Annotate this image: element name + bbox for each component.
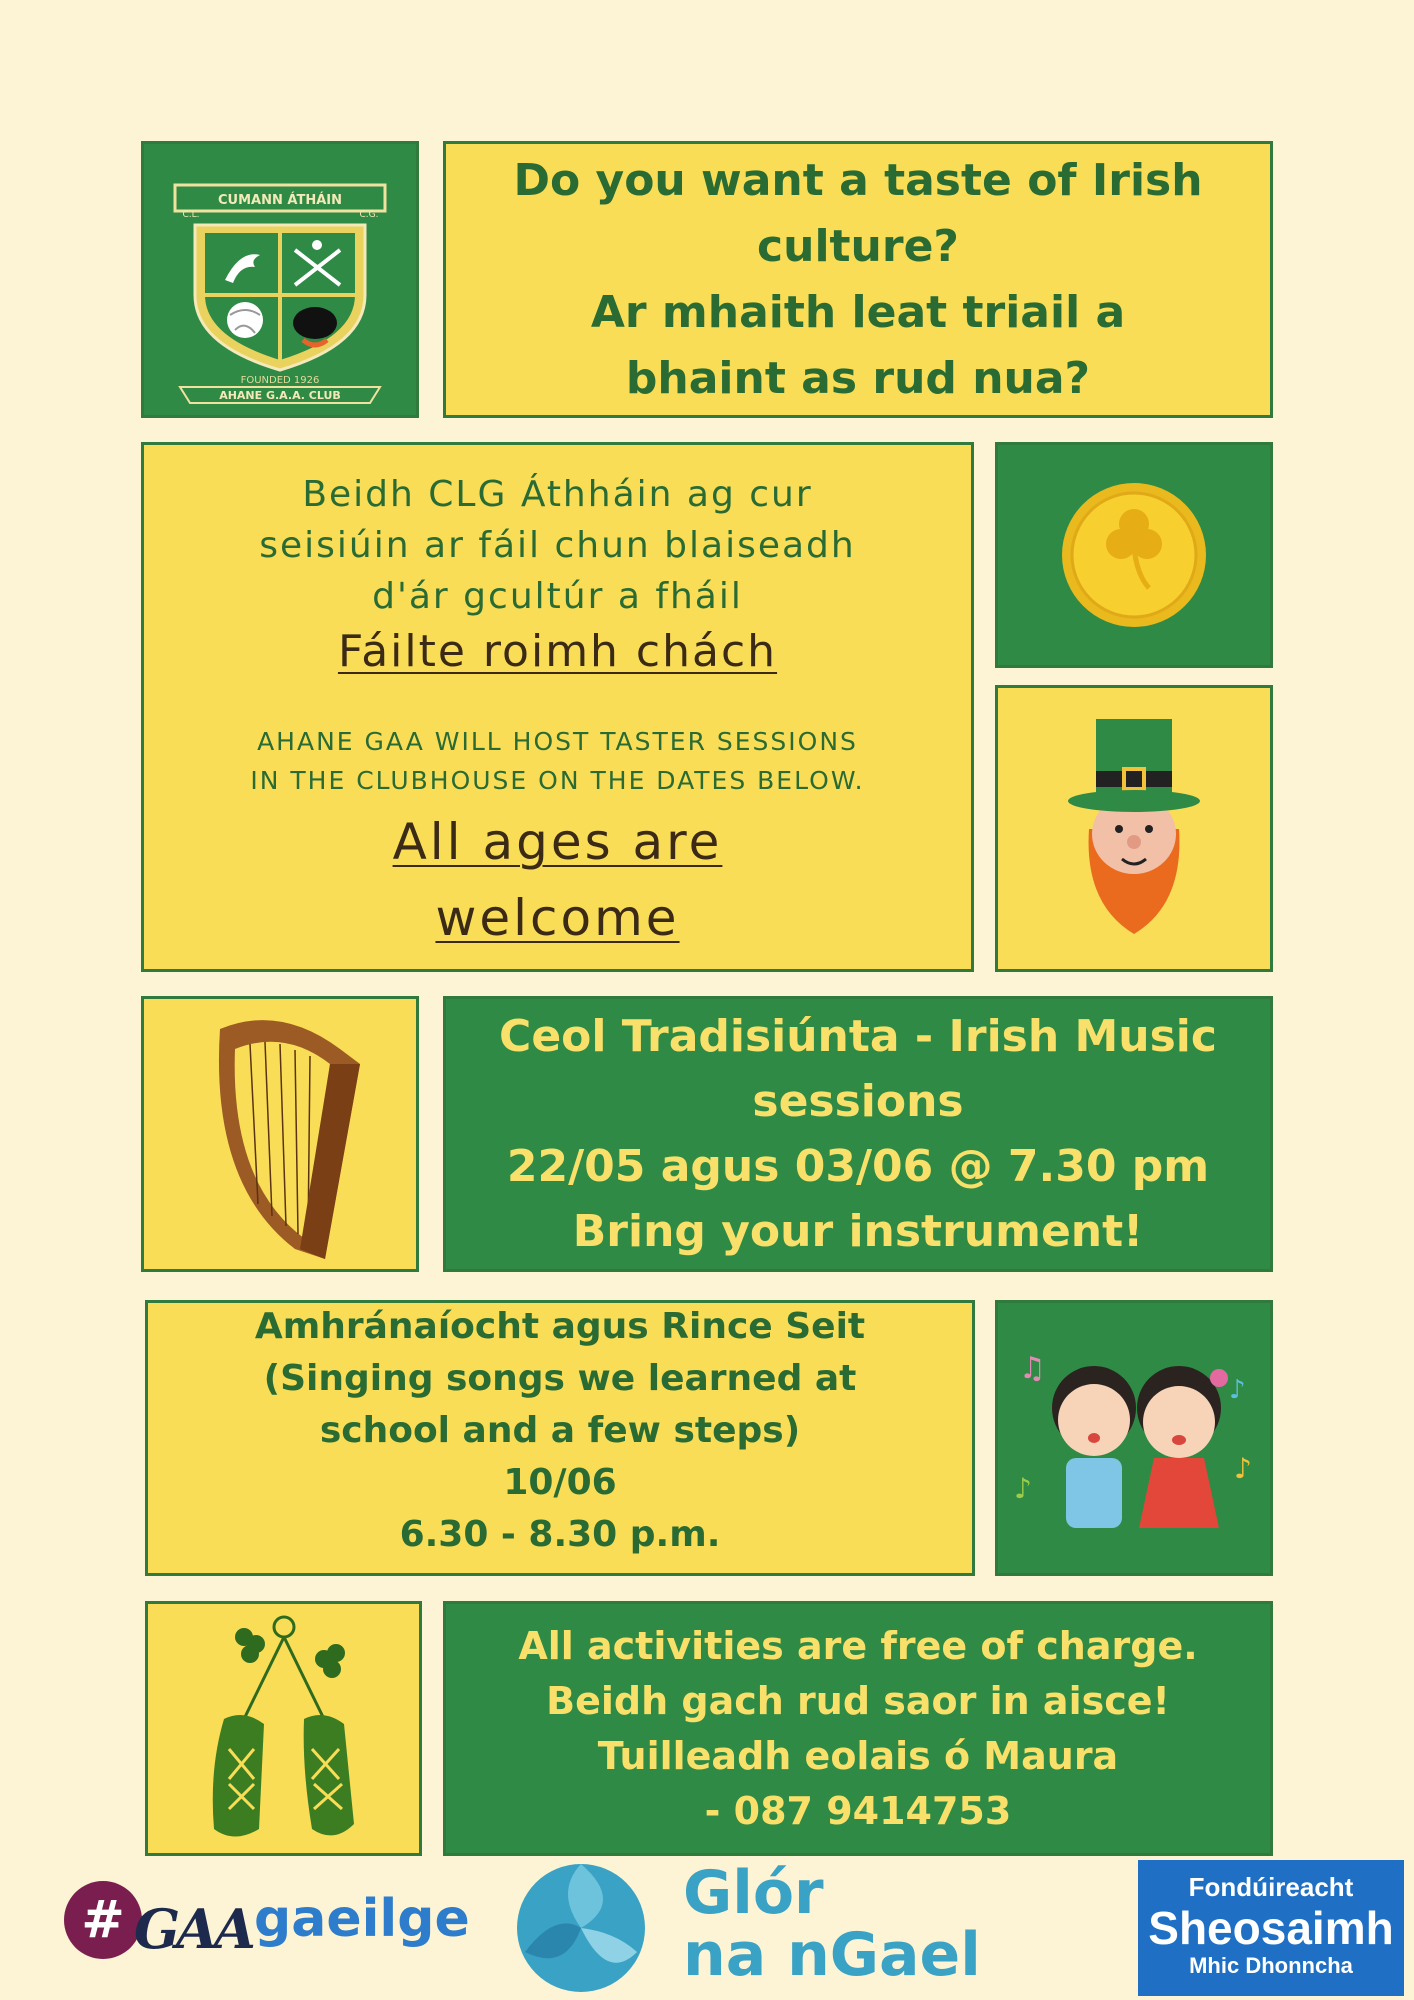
gaa-hash-text: # bbox=[81, 1890, 125, 1950]
free-line-3: Tuilleadh eolais ó Maura bbox=[597, 1733, 1119, 1778]
intro-panel bbox=[141, 442, 974, 972]
singing-line-1: Amhránaíocht agus Rince Seit bbox=[254, 1306, 866, 1347]
glor-line-1: Glór bbox=[683, 1858, 824, 1928]
fondúireacht-logo bbox=[1138, 1860, 1404, 1996]
headline-panel bbox=[443, 141, 1273, 418]
glor-na-ngael-logo bbox=[515, 1858, 1015, 1992]
intro-irish-line-1: Beidh CLG Áthháin ag cur bbox=[302, 474, 813, 515]
music-line-3: 22/05 agus 03/06 @ 7.30 pm bbox=[506, 1141, 1210, 1192]
singers-panel bbox=[995, 1300, 1273, 1576]
headline-line-2: culture? bbox=[757, 220, 959, 272]
crest-left-tag: C.L. bbox=[182, 209, 200, 220]
fond-line-1: Fondúireacht bbox=[1188, 1872, 1354, 1902]
fond-line-2: Sheosaimh bbox=[1148, 1902, 1394, 1954]
glor-line-2: na nGael bbox=[683, 1920, 981, 1990]
gaa-gaeilge-logo bbox=[64, 1875, 470, 1975]
shamrock-coin-icon bbox=[1059, 480, 1209, 630]
singing-line-5: 6.30 - 8.30 p.m. bbox=[399, 1514, 721, 1555]
music-line-2: sessions bbox=[752, 1076, 964, 1127]
leprechaun-panel bbox=[995, 685, 1273, 972]
crest-right-tag: C.G. bbox=[359, 209, 379, 220]
glor-emblem-icon bbox=[515, 1862, 647, 1994]
music-panel bbox=[443, 996, 1273, 1272]
all-ages-line-1: All ages are bbox=[392, 813, 723, 871]
headline-line-4: bhaint as rud nua? bbox=[625, 352, 1091, 404]
gaa-word-text: gaeilge bbox=[254, 1889, 470, 1949]
crest-panel bbox=[141, 141, 419, 418]
crest-founded: FOUNDED 1926 bbox=[240, 374, 320, 386]
crest-top-banner: CUMANN ÁTHÁIN bbox=[218, 192, 342, 208]
singing-line-3: school and a few steps) bbox=[319, 1410, 801, 1451]
headline-line-1: Do you want a taste of Irish bbox=[513, 154, 1203, 206]
free-panel bbox=[443, 1601, 1273, 1856]
music-line-4: Bring your instrument! bbox=[572, 1206, 1144, 1257]
club-crest-icon bbox=[155, 155, 405, 405]
all-ages-line-2: welcome bbox=[435, 889, 680, 947]
intro-irish-line-2: seisiúin ar fáil chun blaiseadh bbox=[259, 525, 856, 566]
singing-children-icon bbox=[1004, 1338, 1264, 1538]
dance-shoes-icon bbox=[184, 1609, 384, 1849]
music-line-1: Ceol Tradisiúnta - Irish Music bbox=[499, 1011, 1217, 1062]
harp-panel bbox=[141, 996, 419, 1272]
gaa-mark-text: GAA bbox=[134, 1897, 252, 1961]
gaa-hash-badge bbox=[64, 1881, 142, 1959]
fond-line-3: Mhic Dhonncha bbox=[1189, 1953, 1353, 1978]
singing-line-2: (Singing songs we learned at bbox=[263, 1358, 857, 1399]
singing-panel bbox=[145, 1300, 975, 1576]
svg-text:♫: ♫ bbox=[1019, 1351, 1046, 1386]
welcome-irish-heading: Fáilte roimh chách bbox=[337, 626, 778, 677]
singing-line-4: 10/06 bbox=[503, 1462, 617, 1503]
intro-irish-line-3: d'ár gcultúr a fháil bbox=[372, 576, 743, 617]
intro-english-line-1: AHANE GAA WILL HOST TASTER SESSIONS bbox=[257, 727, 858, 756]
svg-text:♪: ♪ bbox=[1229, 1375, 1246, 1405]
shoes-panel bbox=[145, 1601, 422, 1856]
svg-text:♪: ♪ bbox=[1234, 1452, 1252, 1485]
crest-bottom-banner: AHANE G.A.A. CLUB bbox=[219, 388, 341, 402]
intro-english-line-2: IN THE CLUBHOUSE ON THE DATES BELOW. bbox=[250, 766, 865, 795]
leprechaun-icon bbox=[1064, 709, 1204, 949]
free-line-1: All activities are free of charge. bbox=[518, 1623, 1198, 1668]
free-line-4: - 087 9414753 bbox=[704, 1788, 1012, 1833]
headline-line-3: Ar mhaith leat triail a bbox=[590, 286, 1126, 338]
coin-panel bbox=[995, 442, 1273, 668]
free-line-2: Beidh gach rud saor in aisce! bbox=[546, 1678, 1170, 1723]
svg-text:♪: ♪ bbox=[1014, 1472, 1032, 1505]
harp-icon bbox=[190, 1004, 370, 1264]
